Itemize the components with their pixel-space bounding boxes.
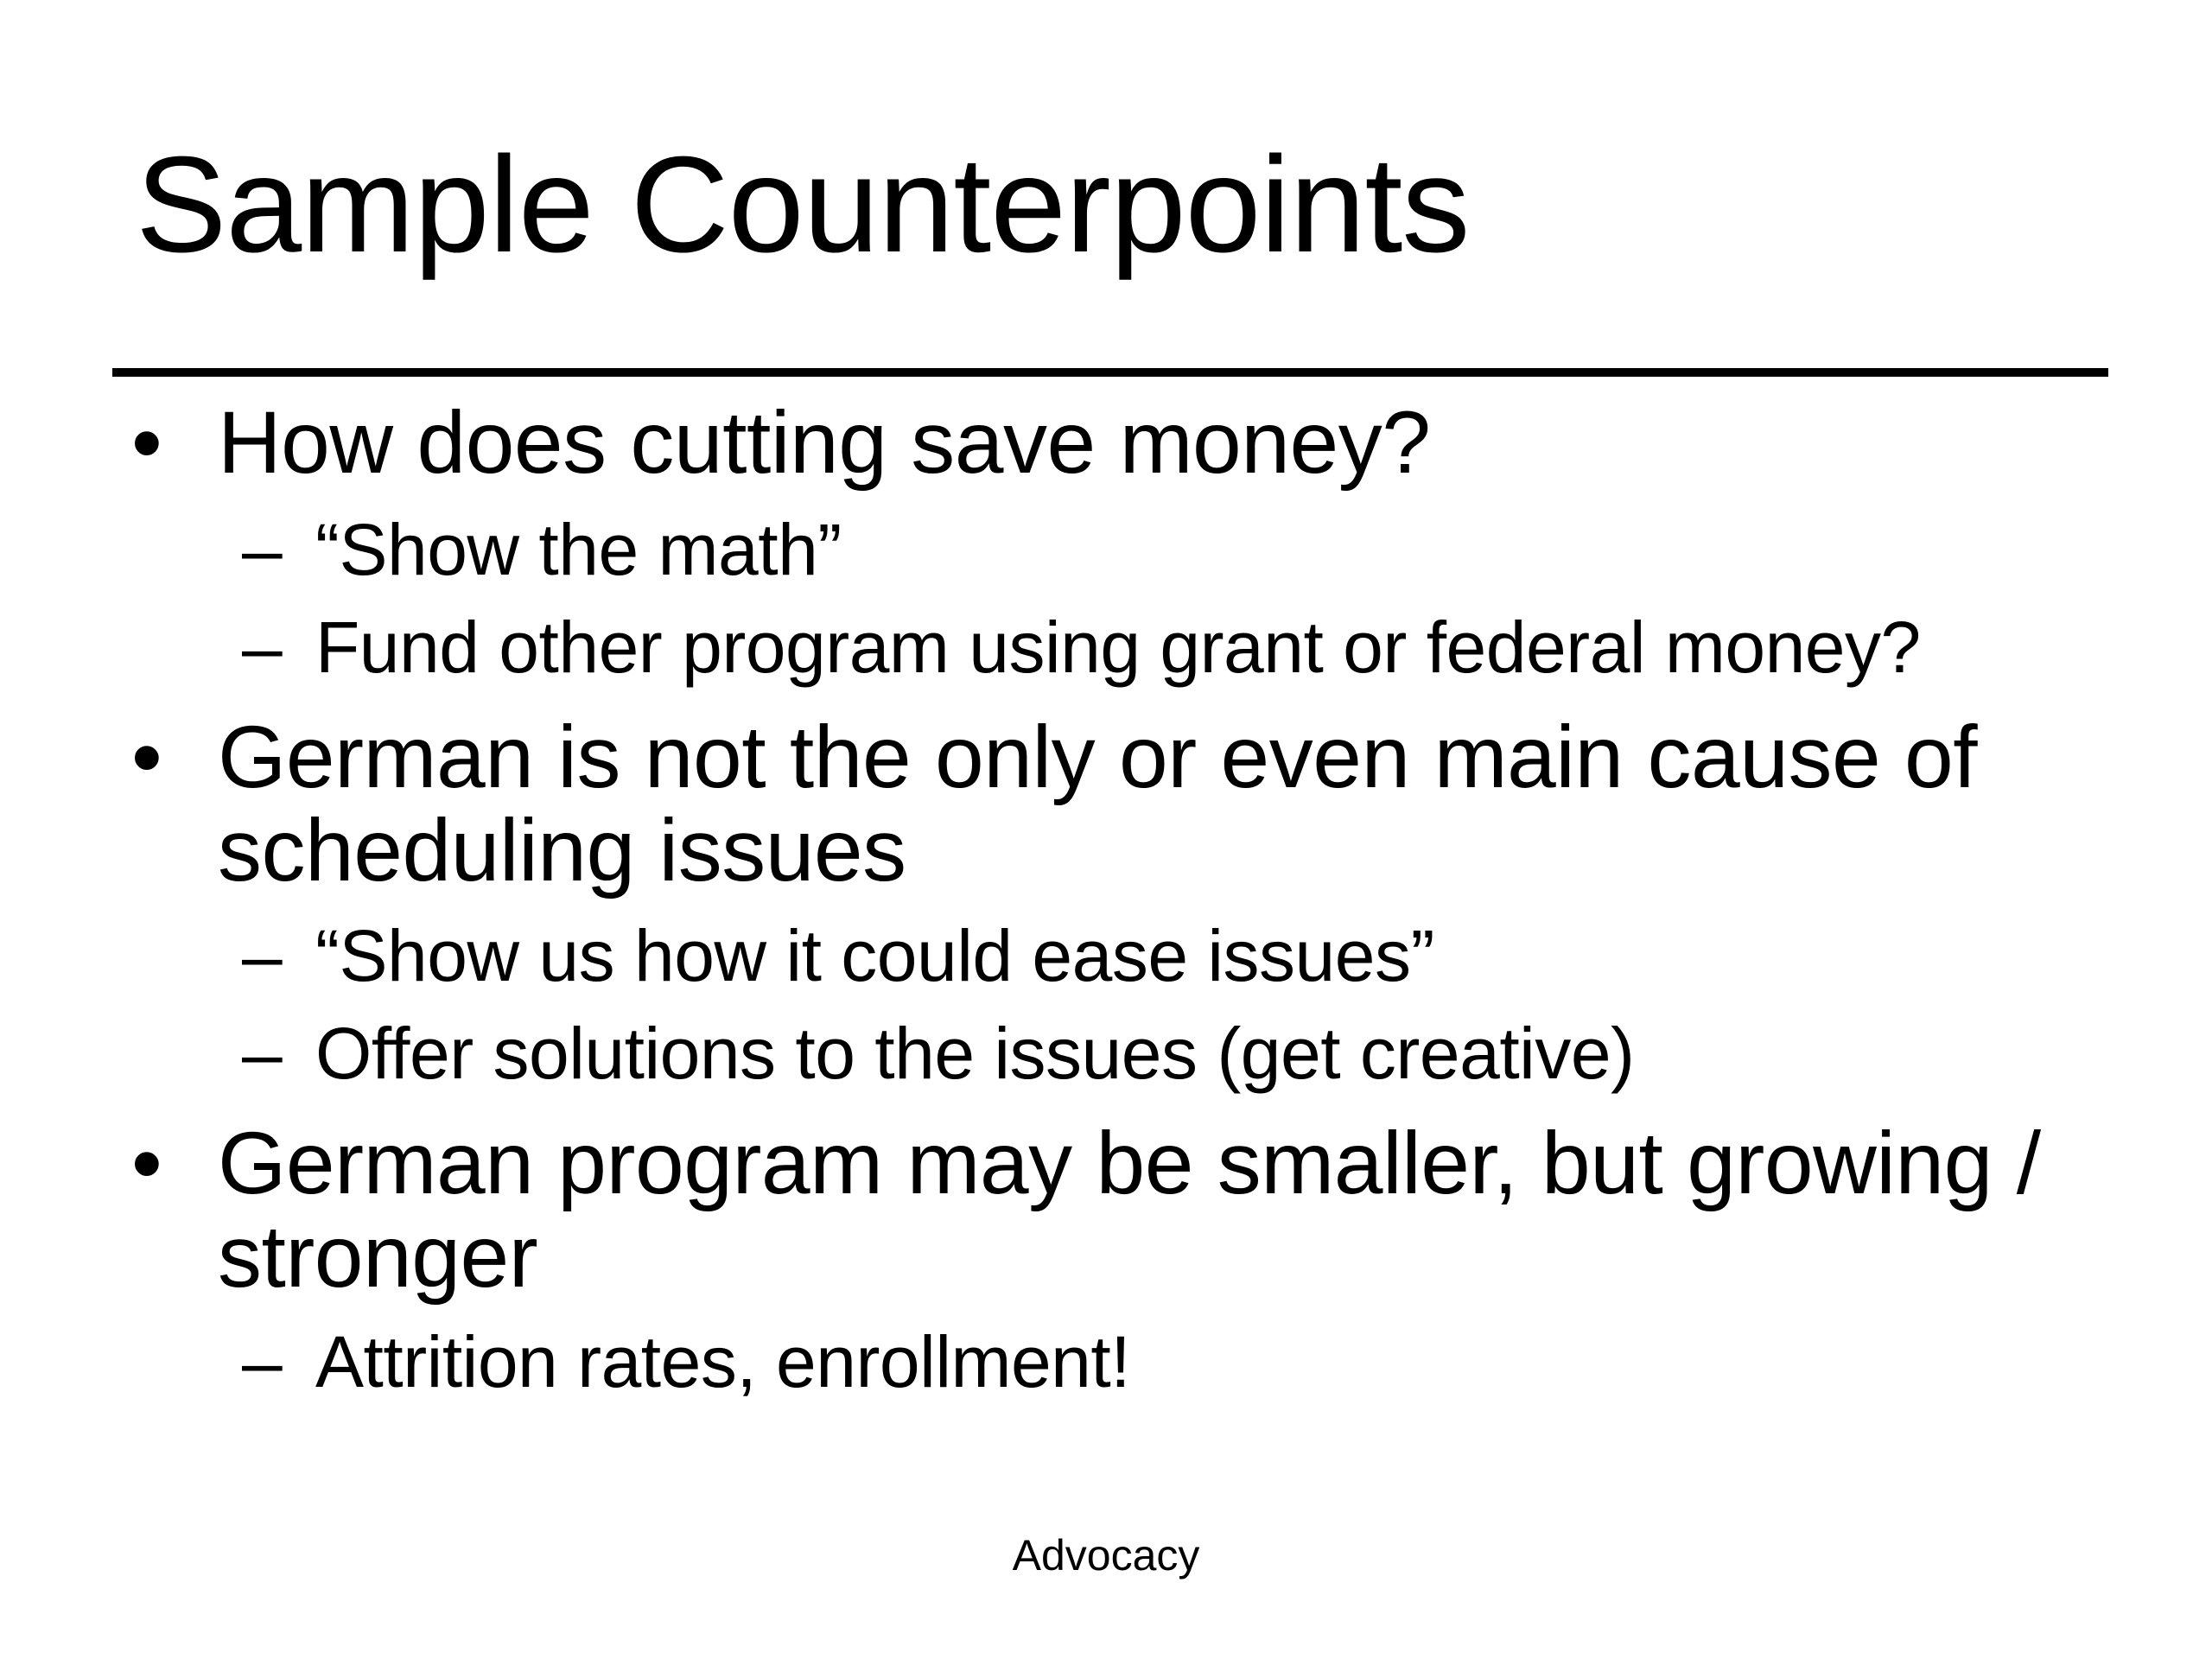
sub-point-text: “Show us how it could ease issues” bbox=[315, 915, 1434, 996]
bullet-marker: • bbox=[131, 1114, 162, 1212]
slide-footer: Advocacy bbox=[1012, 1531, 1200, 1580]
sub-point-2-2 bbox=[242, 1013, 1635, 1094]
sub-point-2-1 bbox=[242, 915, 1434, 996]
dash-marker: – bbox=[242, 1013, 283, 1094]
sub-point-text: Fund other program using grant or federal money? bbox=[315, 607, 1921, 688]
bullet-text-line-2: scheduling issues bbox=[218, 801, 906, 899]
dash-marker: – bbox=[242, 1321, 283, 1402]
sub-point-1-1 bbox=[242, 509, 842, 590]
bullet-text-line-1: German is not the only or even main cause of bbox=[218, 708, 1978, 806]
sub-point-3-1 bbox=[242, 1321, 1131, 1402]
title-divider bbox=[112, 368, 2108, 377]
bullet-text-line-1: German program may be smaller, but growing / bbox=[218, 1114, 2041, 1212]
sub-point-text: Attrition rates, enrollment! bbox=[315, 1321, 1131, 1402]
bullet-text: How does cutting save money? bbox=[218, 393, 1431, 492]
bullet-point-2 bbox=[131, 708, 1978, 806]
dash-marker: – bbox=[242, 509, 283, 590]
bullet-point-2-continued bbox=[218, 801, 906, 899]
sub-point-1-2 bbox=[242, 607, 1921, 688]
bullet-text-line-2: stronger bbox=[218, 1207, 538, 1306]
dash-marker: – bbox=[242, 607, 283, 688]
bullet-marker: • bbox=[131, 393, 162, 492]
bullet-point-1 bbox=[131, 393, 1431, 492]
dash-marker: – bbox=[242, 915, 283, 996]
bullet-point-3-continued bbox=[218, 1207, 538, 1306]
sub-point-text: Offer solutions to the issues (get creative) bbox=[315, 1013, 1635, 1094]
slide-title: Sample Counterpoints bbox=[136, 129, 1470, 281]
bullet-point-3 bbox=[131, 1114, 2041, 1212]
sub-point-text: “Show the math” bbox=[315, 509, 842, 590]
bullet-marker: • bbox=[131, 708, 162, 806]
